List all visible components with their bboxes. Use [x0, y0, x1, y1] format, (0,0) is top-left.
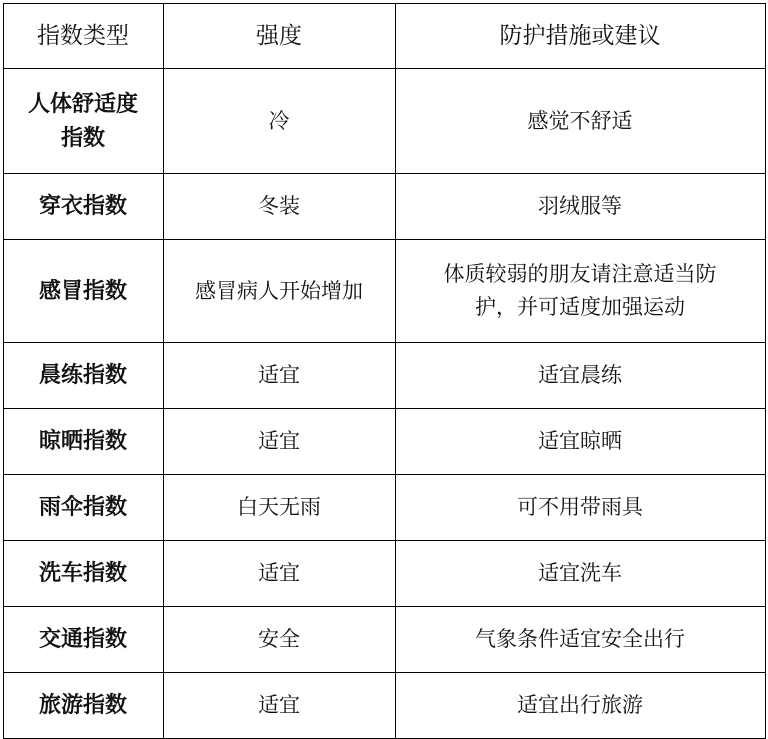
cell-index-type: 旅游指数: [3, 673, 163, 739]
cell-advice: 羽绒服等: [395, 174, 765, 240]
cell-level: 冷: [163, 69, 395, 174]
table-row: [3, 607, 765, 673]
cell-level: 适宜: [163, 673, 395, 739]
cell-level: 适宜: [163, 343, 395, 409]
cell-level: 感冒病人开始增加: [163, 240, 395, 343]
index-type-line-1: 人体舒适度: [27, 90, 138, 116]
cell-index-type: 晨练指数: [3, 343, 163, 409]
table-row: [3, 541, 765, 607]
cell-index-type: 晾晒指数: [3, 409, 163, 475]
table-row: [3, 240, 765, 343]
table-row: [3, 409, 765, 475]
advice-line-2: 护，并可适度加强运动: [475, 295, 685, 319]
cell-advice: 感觉不舒适: [395, 69, 765, 174]
cell-level: 白天无雨: [163, 475, 395, 541]
column-header-level: 强度: [163, 4, 395, 69]
cell-level: 适宜: [163, 409, 395, 475]
cell-index-type: 雨伞指数: [3, 475, 163, 541]
column-header-index-type: 指数类型: [3, 4, 163, 69]
cell-level: 安全: [163, 607, 395, 673]
cell-advice: 气象条件适宜安全出行: [395, 607, 765, 673]
table-row: [3, 343, 765, 409]
cell-advice: 可不用带雨具: [395, 475, 765, 541]
cell-advice: 适宜洗车: [395, 541, 765, 607]
table-row: [3, 475, 765, 541]
table-header-row: [3, 4, 765, 69]
cell-advice: 适宜出行旅游: [395, 673, 765, 739]
cell-index-type: 洗车指数: [3, 541, 163, 607]
cell-advice: 适宜晨练: [395, 343, 765, 409]
cell-advice: [395, 240, 765, 343]
cell-level: 适宜: [163, 541, 395, 607]
cell-index-type: [3, 69, 163, 174]
life-index-table: [3, 3, 766, 739]
table-header: [3, 4, 765, 69]
cell-index-type: 穿衣指数: [3, 174, 163, 240]
cell-index-type: 交通指数: [3, 607, 163, 673]
table-body: [3, 69, 765, 739]
table-row: [3, 673, 765, 739]
cell-advice: 适宜晾晒: [395, 409, 765, 475]
cell-level: 冬装: [163, 174, 395, 240]
column-header-advice: 防护措施或建议: [395, 4, 765, 69]
table-row: [3, 174, 765, 240]
index-type-line-2: 指数: [60, 125, 105, 150]
table-row: [3, 69, 765, 174]
advice-line-1: 体质较弱的朋友请注意适当防: [443, 262, 717, 287]
cell-index-type: 感冒指数: [3, 240, 163, 343]
